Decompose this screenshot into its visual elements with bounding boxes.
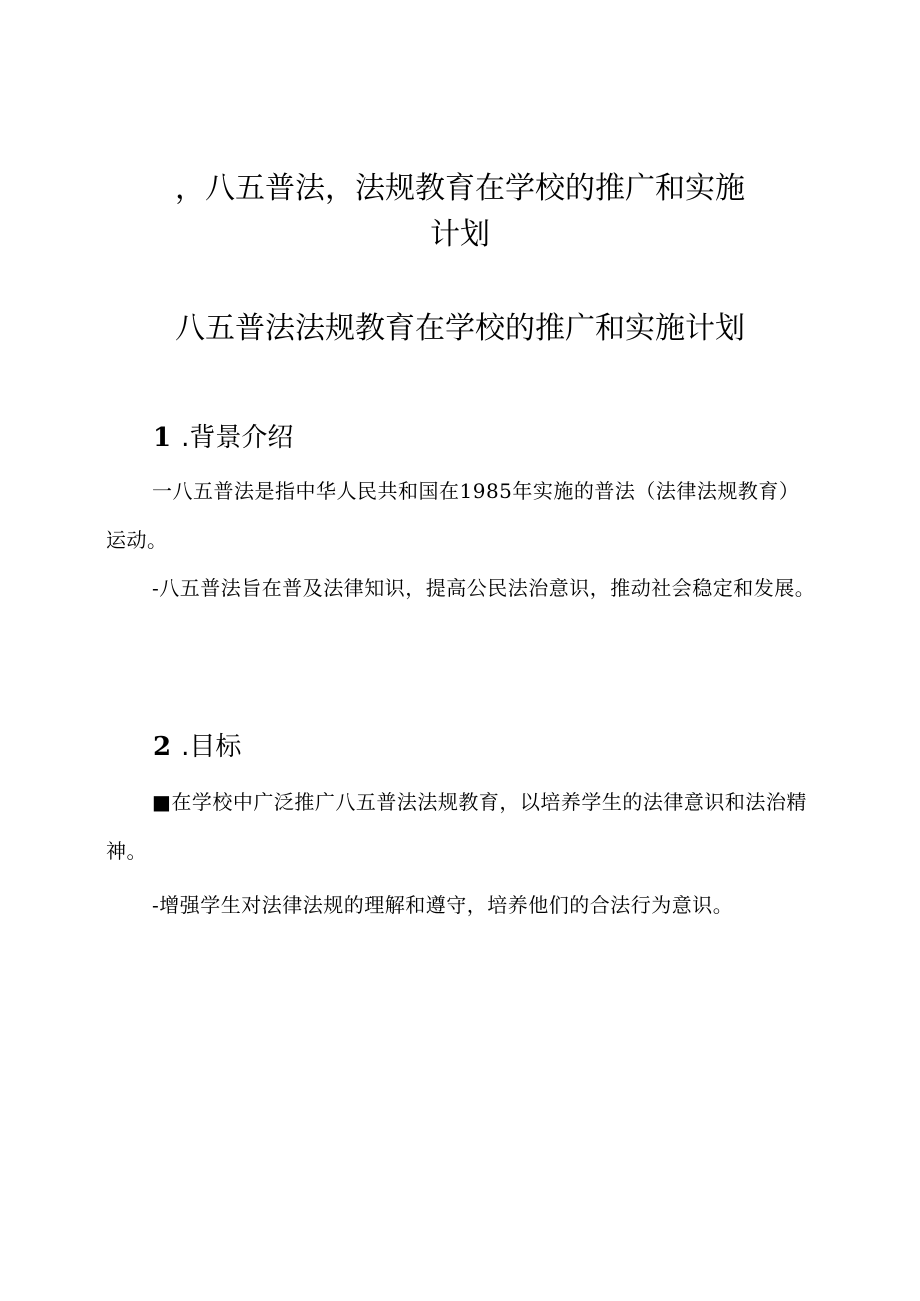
- paragraph-background-2: -八五普法旨在普及法律知识，提高公民法治意识，推动社会稳定和发展。: [152, 576, 816, 600]
- section-title: .背景介绍: [181, 423, 294, 453]
- section-number: 1: [153, 423, 172, 453]
- document-title-line-2: 计划: [430, 217, 490, 252]
- section-heading-background: [153, 420, 293, 456]
- document-title-line-1: ，八五普法，法规教育在学校的推广和实施: [175, 171, 745, 206]
- section-heading-goals: [153, 729, 241, 765]
- section-number: 2: [153, 732, 172, 762]
- document-title: [0, 166, 920, 258]
- paragraph-background-1: 一八五普法是指中华人民共和国在1985年实施的普法（法律法规教育）运动。: [106, 479, 800, 552]
- paragraph-goals-1: ■在学校中广泛推广八五普法法规教育，以培养学生的法律意识和法治精神。: [106, 790, 807, 863]
- document-subtitle: 八五普法法规教育在学校的推广和实施计划: [175, 311, 745, 346]
- paragraph-goals-2: -增强学生对法律法规的理解和遵守，培养他们的合法行为意识。: [152, 893, 734, 917]
- section-title: .目标: [181, 732, 242, 762]
